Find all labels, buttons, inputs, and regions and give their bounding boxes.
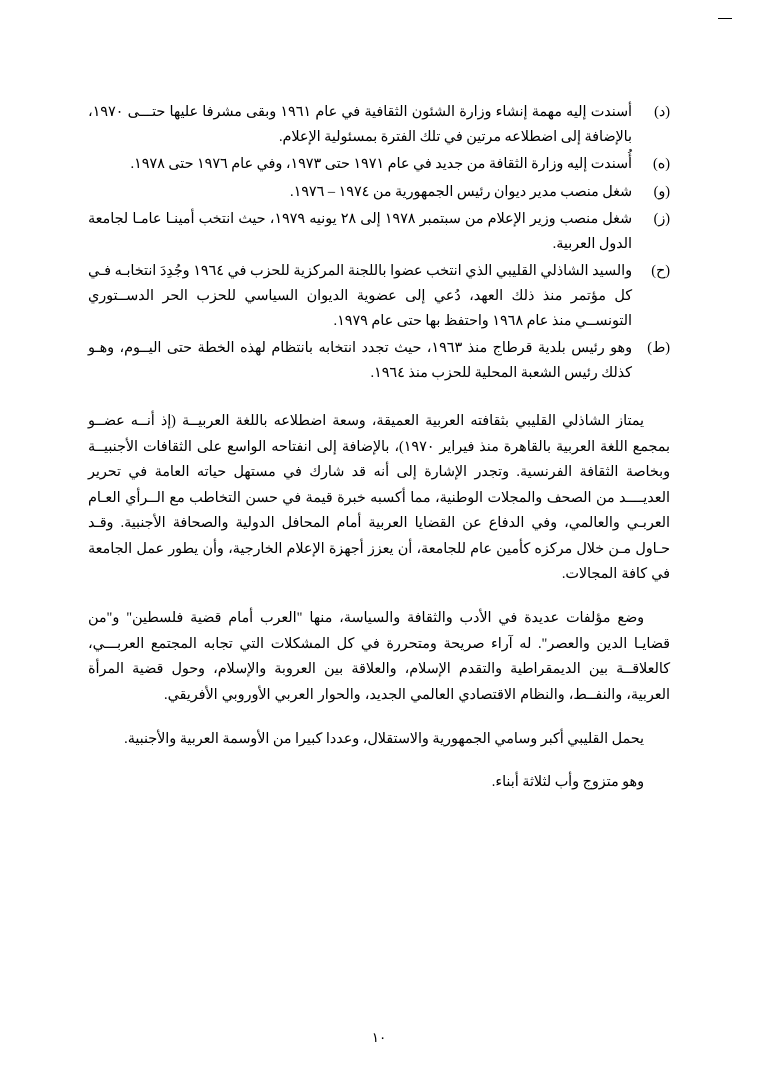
page-number: ١٠ — [371, 1030, 387, 1045]
paragraph-spacer — [88, 587, 670, 606]
list-item-marker: (ط) — [647, 340, 670, 357]
list-item-marker: (ه) — [652, 156, 670, 173]
body-paragraph: وهو متزوج وأب لثلاثة أبناء. — [491, 773, 644, 790]
list-item-marker: (ح) — [651, 263, 670, 280]
top-edge-mark — [718, 18, 732, 19]
list-item — [88, 259, 670, 333]
list-item-text: أُسندت إليه وزارة الثقافة من جديد في عام ١٩٧١ حتى ١٩٧٣، وفي عام ١٩٧٦ حتى ١٩٧٨. — [130, 156, 632, 173]
body-paragraph: وضع مؤلفات عديدة في الأدب والثقافة والسياسة، منها "العرب أمام قضية فلسطين" و"من قضايـا الدين والعصر". له آراء صريحة ومتحررة في كل المشكلات التي تجابه المجتمع العربـــي، كالعلاقــة بين الديمقراطية والتقدم الإسلام، والعلاقة بين العروبة والإسلام، وحول قضية المرأة العربية، والنفــط، والنظام الاقتصادي العالمي الجديد، والحوار العربي الأوروبي الأفريقي. — [88, 610, 670, 703]
list-item — [88, 336, 670, 385]
list-item — [88, 152, 670, 177]
list-item-text: والسيد الشاذلي القليبي الذي انتخب عضوا باللجنة المركزية للحزب في ١٩٦٤ وجُدِدَ انتخابـه فـي كل مؤتمر منذ ذلك العهد، دُعي إلى عضوية الديوان السياسي للحزب الحر الدســتوري التونســي منذ عام ١٩٦٨ واحتفظ بها حتى عام ١٩٧٩. — [88, 263, 632, 329]
list-item-marker: (و) — [653, 183, 670, 200]
list-item-text: وهو رئيس بلدية قرطاج منذ ١٩٦٣، حيث تجدد انتخابه بانتظام لهذه الخطة حتى اليــوم، وهـو كذلك رئيس الشعبة المحلية للحزب منذ ١٩٦٤. — [88, 340, 632, 381]
body-paragraph: يمتاز الشاذلي القليبي بثقافته العربية العميقة، وسعة اضطلاعه باللغة العربيــة (إذ أنــه عضــو بمجمع اللغة العربية بالقاهرة منذ فيراير ١٩٧٠)، بالإضافة إلى انفتاحه الواسع على الثقافات الأجنبيــة وبخاصة الثقافة الفرنسية. وتجدر الإشارة إلى أنه قد شارك في مستهل حياته العامة في تحرير العديــــد من الصحف والمجلات الوطنية، مما أكسبه خبرة قيمة في حسن التخاطب مع الــرأي العـام العربـي والعالمي، وفي الدفاع عن القضايا العربية أمام المحافل الدولية والصحافة الأجنبية. وقـد حـاول مـن خلال مركزه كأمين عام للجامعة، أن يعزز أجهزة الإعلام الخارجية، وأن يطور عمل الجامعة في كافة المجالات. — [88, 413, 671, 582]
body-paragraph: يحمل القليبي أكبر وسامي الجمهورية والاستقلال، وعددا كبيرا من الأوسمة العربية والأجنبية. — [124, 731, 644, 748]
list-item — [88, 100, 670, 149]
list-item-text: أسندت إليه مهمة إنشاء وزارة الشئون الثقافية في عام ١٩٦١ وبقى مشرفا عليها حتـــى ١٩٧٠، بالإضافة إلى اضطلاعه مرتين في تلك الفترة بمسئولية الإعلام. — [88, 104, 632, 145]
list-item-marker: (د) — [654, 104, 670, 120]
list-item-text: شغل منصب مدير ديوان رئيس الجمهورية من ١٩٧٤ – ١٩٧٦. — [290, 183, 632, 200]
page-content — [88, 100, 670, 795]
paragraph-spacer — [88, 708, 670, 727]
paragraph-spacer — [88, 388, 670, 409]
list-item-marker: (ز) — [653, 211, 670, 228]
paragraph-spacer — [88, 753, 670, 770]
lettered-list — [88, 100, 670, 385]
list-item — [88, 207, 670, 256]
list-item-text: شغل منصب وزير الإعلام من سبتمبر ١٩٧٨ إلى ٢٨ يونيه ١٩٧٩، حيث انتخب أمينـا عامـا لجامعة الدول العربية. — [88, 211, 633, 252]
list-item — [88, 180, 670, 205]
